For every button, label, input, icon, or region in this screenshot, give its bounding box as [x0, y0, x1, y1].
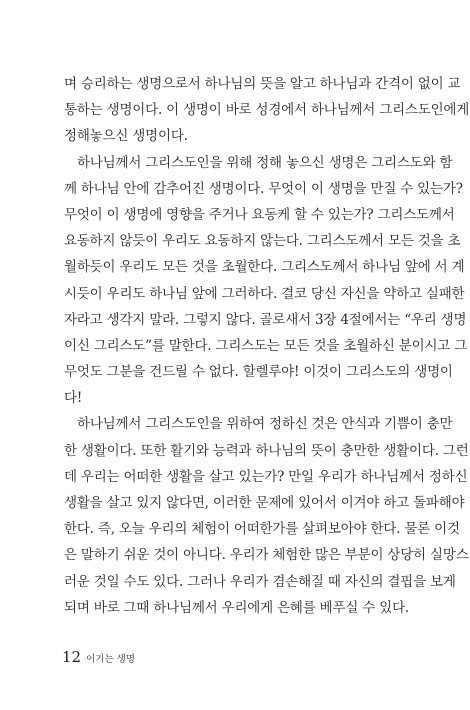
text-line: 정해놓으신 생명이다.: [64, 128, 188, 145]
text-line: 통하는 생명이다. 이 생명이 바로 성경에서 하나님께서 그리스도인에게: [64, 102, 470, 119]
page-footer: [62, 648, 135, 666]
text-line: 월하듯이 우리도 모든 것을 초월한다. 그리스도께서 하나님 앞에 서 계: [64, 259, 465, 276]
running-title: 이기는 생명: [86, 654, 135, 665]
text-line: 하나님께서 그리스도인을 위하여 정하신 것은 안식과 기쁨이 충만: [77, 416, 453, 433]
text-line: 요동하지 않듯이 우리도 요동하지 않는다. 그리스도께서 모든 것을 초: [64, 233, 461, 250]
text-line: 한다. 즉, 오늘 우리의 체험이 어떠한가를 살펴보아야 한다. 물론 이것: [64, 521, 460, 538]
body-text: [64, 71, 470, 621]
text-line: 무엇이 이 생명에 영향을 주거나 요동케 할 수 있는가? 그리스도께서: [64, 206, 455, 223]
text-line: 며 승리하는 생명으로서 하나님의 뜻을 알고 하나님과 간격이 없이 교: [64, 76, 461, 92]
text-line: 이신 그리스도”를 말한다. 그리스도는 모든 것을 초월하신 분이시고 그: [64, 337, 468, 354]
text-line: 하나님께서 그리스도인을 위해 정해 놓으신 생명은 그리스도와 함: [77, 154, 453, 171]
text-line: 은 말하기 쉬운 것이 아니다. 우리가 체험한 많은 부분이 상당히 실망스: [64, 547, 469, 564]
text-line: 다!: [64, 390, 83, 407]
text-line: 한 생활이다. 또한 활기와 능력과 하나님의 뜻이 충만한 생활이다. 그런: [64, 442, 469, 459]
text-line: 자라고 생각지 말라. 그렇지 않다. 골로새서 3장 4절에서는 “우리 생명: [64, 311, 467, 328]
page-number: 12: [62, 648, 82, 666]
text-line: 생활을 살고 있지 않다면, 이러한 문제에 있어서 이겨야 하고 돌파해야: [64, 495, 465, 511]
text-line: 무엇도 그분을 건드릴 수 없다. 할렐루야! 이것이 그리스도의 생명이: [64, 364, 453, 381]
text-line: 시듯이 우리도 하나님 앞에 그러하다. 결코 당신 자신을 약하고 실패한: [64, 285, 465, 302]
text-line: 데 우리는 어떠한 생활을 살고 있는가? 만일 우리가 하나님께서 정하신: [64, 468, 468, 485]
text-line: 께 하나님 안에 감추어진 생명이다. 무엇이 이 생명을 만질 수 있는가?: [64, 180, 463, 197]
text-line: 러운 것일 수도 있다. 그러나 우리가 겸손해질 때 자신의 결핍을 보게: [64, 573, 456, 590]
text-line: 되며 바로 그때 하나님께서 우리에게 은혜를 베푸실 수 있다.: [64, 599, 410, 616]
